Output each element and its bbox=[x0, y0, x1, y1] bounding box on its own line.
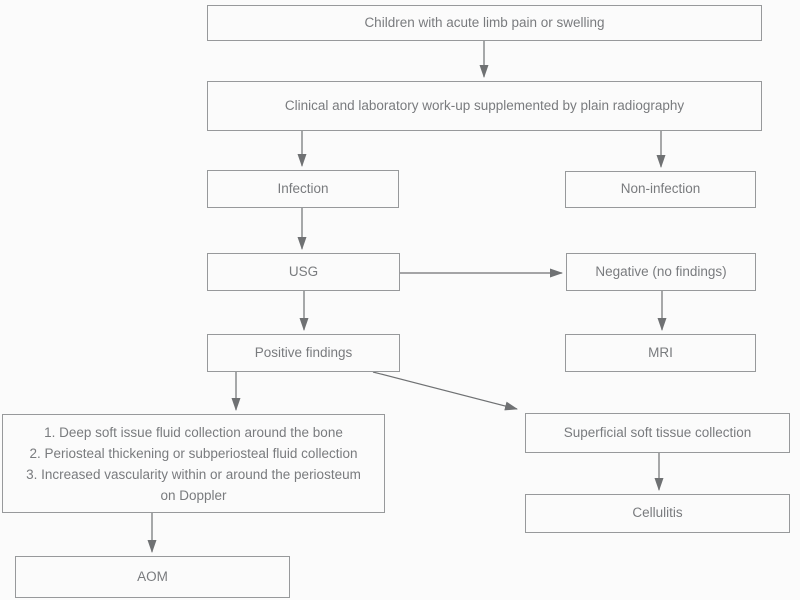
node-negative-no-findings: Negative (no findings) bbox=[566, 253, 756, 291]
node-children-acute-limb-pain: Children with acute limb pain or swelling bbox=[207, 5, 762, 41]
node-clinical-lab-workup: Clinical and laboratory work-up supplemented by plain radiography bbox=[207, 81, 762, 131]
node-infection: Infection bbox=[207, 170, 399, 208]
node-non-infection: Non-infection bbox=[565, 171, 756, 208]
node-usg: USG bbox=[207, 253, 400, 291]
criteria-line-3: 3. Increased vascularity within or around the periosteum bbox=[26, 466, 361, 482]
node-superficial-soft-tissue-collection: Superficial soft tissue collection bbox=[525, 413, 790, 453]
criteria-line-4: on Doppler bbox=[160, 487, 227, 503]
criteria-line-1: 1. Deep soft issue fluid collection around the bone bbox=[44, 424, 343, 440]
node-positive-findings: Positive findings bbox=[207, 334, 400, 372]
node-cellulitis: Cellulitis bbox=[525, 494, 790, 533]
arrow-positive-to-superficial bbox=[373, 372, 517, 409]
node-mri: MRI bbox=[565, 334, 756, 372]
criteria-line-2: 2. Periosteal thickening or subperiosteal fluid collection bbox=[29, 445, 358, 461]
node-aom: AOM bbox=[15, 556, 290, 598]
node-usg-positive-criteria bbox=[2, 414, 385, 513]
